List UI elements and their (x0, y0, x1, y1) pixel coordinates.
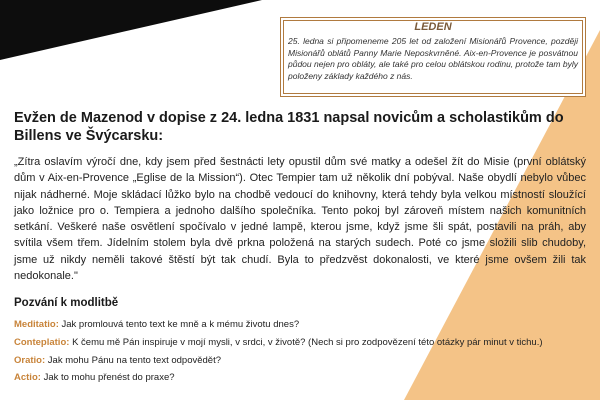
prayer-step-oratio (14, 352, 586, 370)
note-text: 25. ledna si připomeneme 205 let od založení Misionářů Provence, později Misionářů oblátů Panny Marie Neposkvrněné. Aix-en-Provence je posvátnou půdou nejen pro obláty, ale také pro celou oblátskou rodinu, protože tam byly položeny základy každého z nás. (288, 36, 578, 81)
prayer-step-label: Conteplatio: (14, 336, 70, 348)
note-title: LEDEN (414, 21, 452, 33)
article (14, 109, 586, 387)
prayer-step-text: Jak to mohu přenést do praxe? (43, 372, 175, 384)
prayer-invitation-title: Pozvání k modlitbě (14, 297, 119, 310)
prayer-step-actio (14, 369, 586, 387)
prayer-steps-list (14, 316, 586, 386)
prayer-step-label: Oratio: (14, 354, 46, 366)
article-heading: Evžen de Mazenod v dopise z 24. ledna 1831 napsal novicům a scholastikům do Billens ve Švýcarsku: (14, 110, 564, 144)
black-diagonal-band (0, 0, 262, 60)
prayer-step-text: Jak mohu Pánu na tento text odpovědět? (47, 354, 222, 366)
prayer-step-label: Meditatio: (14, 319, 59, 331)
prayer-step-label: Actio: (14, 372, 41, 384)
prayer-step-text: Jak promlouvá tento text ke mně a k mému životu dnes? (61, 319, 300, 331)
prayer-step-meditatio (14, 316, 586, 334)
letter-quote: „Zítra oslavím výročí dne, kdy jsem před šestnácti lety opustil dům své matky a odešel žít do Misie (první oblátský dům v Aix-en-Provence „Eglise de la Mission“). Otec Tempier tam už několik dní pobýval. Naše obydlí nebylo vůbec nijak nádherné. Moje skládací lůžko bylo na chodbě vedoucí do knihovny, která tehdy byla velkou místností sloužící jako ložnice pro o. Tempiera a jednoho dalšího společníka. Tento pokoj byl zároveň místem našich komunitních setkání. Veškeré naše osvětlení spočívalo v jedné lampě, kterou jsme, když jsme šli spát, postavili na práh, aby svítila všem třem. Jídelním stolem byla dvě prkna položená na starých sudech. Poté co jsme složili slib chudoby, jsme už nikdy neměli takové štěstí být tak chudí. Byla to předzvěst dokonalosti, ve které jsme ovšem žili tak nedokonale." (14, 156, 586, 283)
prayer-step-text: K čemu mě Pán inspiruje v mojí mysli, v srdci, v životě? (Nech si pro zodpovězení této otázky pár minut v tichu.) (72, 336, 543, 348)
calendar-note-box (280, 17, 586, 97)
prayer-step-conteplatio (14, 334, 586, 352)
